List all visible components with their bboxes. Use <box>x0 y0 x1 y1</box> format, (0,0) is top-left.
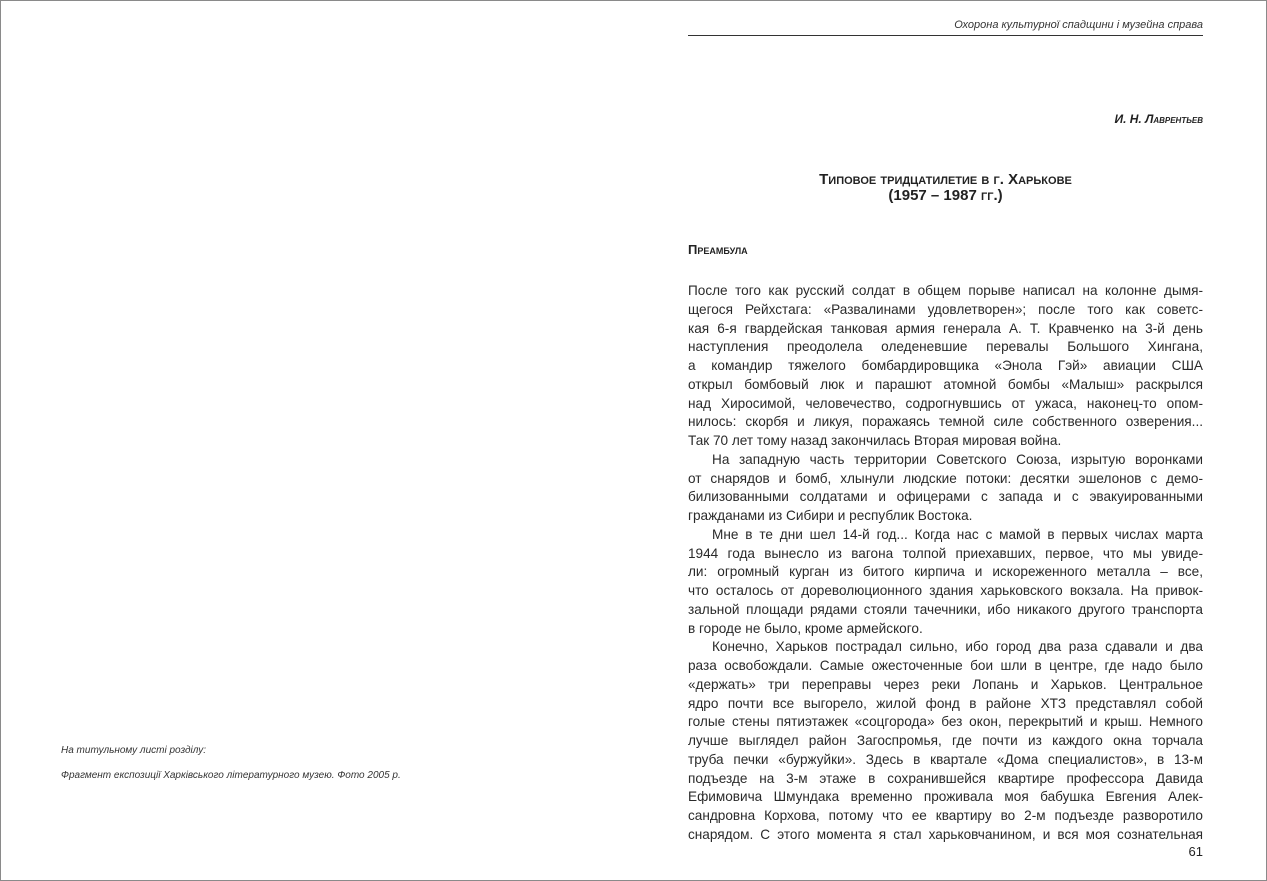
text-line: После того как русский солдат в общем порыве написал на колонне дымя- <box>688 283 1203 298</box>
article-author: И. Н. Лаврентьев <box>1114 112 1203 126</box>
title-line-1: Типовое тридцатилетие в г. Харькове <box>819 171 1072 188</box>
caption-line-1: На титульному листі розділу: <box>61 745 207 756</box>
text-line: над Хиросимой, человечество, содрогнувшись от ужаса, наконец-то опом- <box>688 395 1203 411</box>
header-rule <box>688 35 1203 36</box>
text-line: в городе не было, кроме армейского. <box>688 620 923 636</box>
text-line: Ефимовича Шмундака временно проживала моя бабушка Евгения Алек- <box>688 789 1203 805</box>
section-heading: Преамбула <box>688 242 748 257</box>
text-line: подъезде на 3-м этаже в сохранившейся квартире профессора Давида <box>688 770 1203 786</box>
text-line: Мне в те дни шел 14-й год... Когда нас с мамой в первых числах марта <box>712 526 1203 542</box>
text-line: ли: огромный курган из битого кирпича и искореженного металла – все, <box>688 564 1203 580</box>
title-line-2: (1957 – 1987 гг.) <box>888 187 1003 204</box>
text-line: а командир тяжелого бомбардировщика «Энола Гэй» авиации США <box>688 358 1203 373</box>
text-line: 1944 года вынесло из вагона толпой приехавших, первое, что мы увиде- <box>688 545 1203 561</box>
page-number: 61 <box>1188 844 1203 859</box>
text-line: раза освобождали. Самые ожесточенные бои шли в центре, где надо было <box>688 658 1203 673</box>
text-line: билизованными солдатами и офицерами с запада и с эвакуированными <box>688 489 1203 505</box>
paragraph <box>688 282 1203 451</box>
text-line: гражданами из Сибири и республик Востока. <box>688 508 973 523</box>
text-line: «держать» три переправы через реки Лопань и Харьков. Центральное <box>688 676 1203 692</box>
text-line: нилось: скорбя и ликуя, поражаясь темной силе собственного озверения... <box>688 414 1203 430</box>
text-line: труба печки «буржуйки». Здесь в квартале «Дома специалистов», в 13-м <box>688 751 1203 767</box>
text-line: от снарядов и бомб, хлынули людские потоки: десятки эшелонов с демо- <box>688 470 1203 486</box>
text-line: лучше выглядел район Загоспромья, где почти из каждого окна торчала <box>688 733 1203 748</box>
article-body <box>688 282 1203 845</box>
paragraph <box>688 638 1203 844</box>
paragraph <box>688 526 1203 639</box>
caption-line-2: Фрагмент експозиції Харківського літературного музею. Фото 2005 р. <box>61 770 401 781</box>
article-title <box>688 172 1203 204</box>
text-line: кая 6-я гвардейская танковая армия генерала А. Т. Кравченко на 3-й день <box>688 320 1203 336</box>
paragraph <box>688 451 1203 526</box>
text-line: На западную часть территории Советского Союза, изрытую воронками <box>712 451 1203 467</box>
text-line: зальной площади рядами стояли тачечники, ибо никакого другого транспорта <box>688 601 1203 617</box>
text-line: щегося Рейхстага: «Развалинами удовлетворен»; после того как советс- <box>688 301 1203 317</box>
text-line: открыл бомбовый люк и парашют атомной бомбы «Малыш» раскрылся <box>688 376 1203 392</box>
text-line: Конечно, Харьков пострадал сильно, ибо город два раза сдавали и два <box>712 639 1203 655</box>
text-line: ядро почти все выгорело, жилой фонд в районе ХТЗ представлял собой <box>688 695 1203 711</box>
text-line: наступления преодолела оледеневшие перевалы Большого Хингана, <box>688 339 1203 355</box>
text-line: что осталось от дореволюционного здания харьковского вокзала. На привок- <box>688 583 1203 598</box>
running-head: Охорона культурної спадщини і музейна справа <box>954 19 1203 31</box>
text-line: снарядом. С этого момента я стал харьковчанином, и вся моя сознательная <box>688 826 1203 842</box>
text-line: голые стены пятиэтажек «соцгорода» без окон, перекрытий и крыш. Немного <box>688 714 1203 730</box>
text-line: Так 70 лет тому назад закончилась Вторая мировая война. <box>688 433 1062 448</box>
text-line: сандровна Корхова, потому что ее квартиру во 2-м подъезде разворотило <box>688 808 1203 823</box>
